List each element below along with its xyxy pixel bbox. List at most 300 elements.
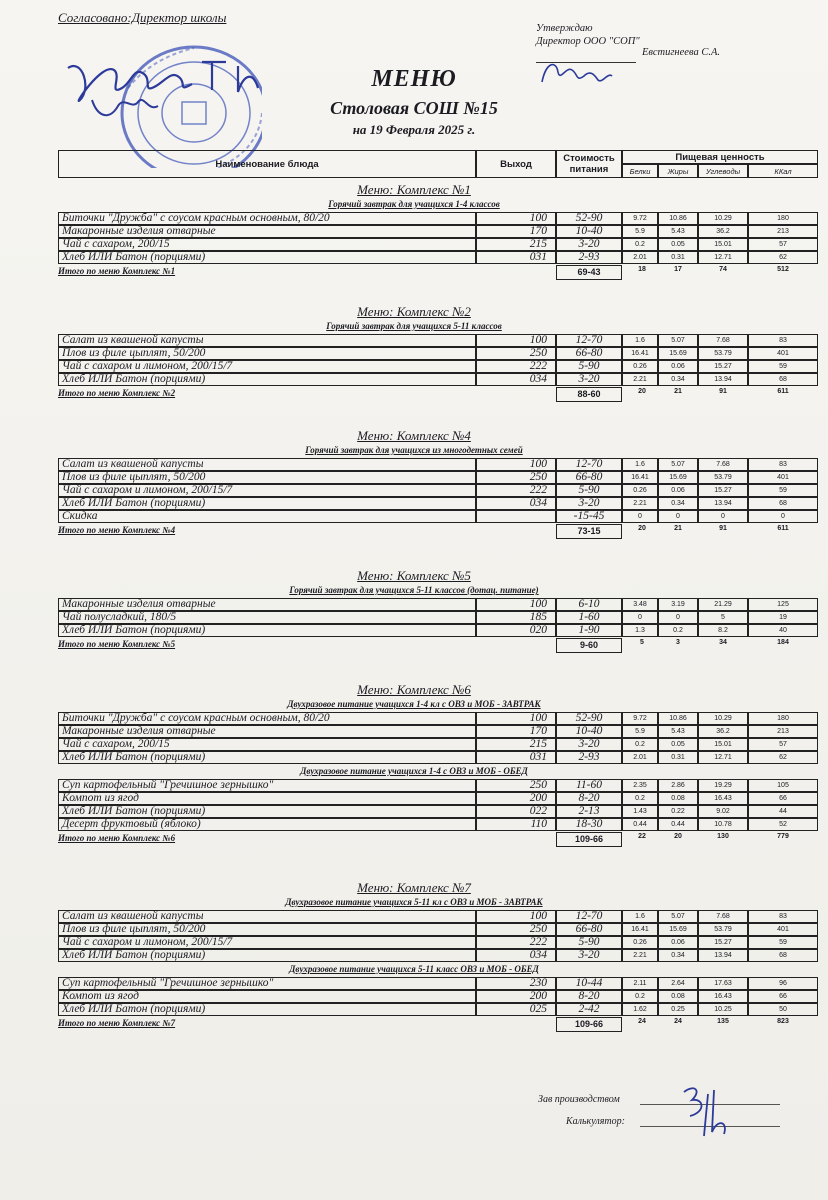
cell-c: 10.29 <box>698 712 748 725</box>
cell-name: Компот из ягод <box>58 792 476 805</box>
total-p: 20 <box>638 388 646 395</box>
total-label: Итого по меню Комплекс №5 <box>58 639 176 649</box>
table-header <box>58 150 818 178</box>
cell-name: Хлеб ИЛИ Батон (порциями) <box>58 497 476 510</box>
cell-out: 222 <box>476 360 556 373</box>
total-f: 3 <box>676 639 680 646</box>
total-k: 184 <box>777 639 789 646</box>
total-c: 91 <box>719 388 727 395</box>
total-label: Итого по меню Комплекс №7 <box>58 1018 176 1028</box>
cell-name: Салат из квашеной капусты <box>58 910 476 923</box>
table-row <box>58 510 818 523</box>
cell-price: 3-20 <box>556 238 622 251</box>
cell-c: 21.29 <box>698 598 748 611</box>
cell-p: 1.3 <box>622 624 658 637</box>
table-row <box>58 624 818 637</box>
total-f: 24 <box>674 1018 682 1025</box>
cell-f: 0.08 <box>658 990 698 1003</box>
section-title: Двухразовое питание учащихся 1-4 с ОВЗ и МОБ - ОБЕД <box>300 766 528 776</box>
cell-f: 5.43 <box>658 725 698 738</box>
cell-price: 18-30 <box>556 818 622 831</box>
cell-price: 12-70 <box>556 334 622 347</box>
total-k: 611 <box>777 388 789 395</box>
cell-p: 0.26 <box>622 360 658 373</box>
cell-out: 110 <box>476 818 556 831</box>
header-kcal: ККал <box>748 164 818 178</box>
cell-name: Чай с сахаром и лимоном, 200/15/7 <box>58 484 476 497</box>
cell-p: 2.21 <box>622 373 658 386</box>
cell-price: 5-90 <box>556 936 622 949</box>
cell-c: 36.2 <box>698 725 748 738</box>
approval-block <box>536 22 640 48</box>
total-f: 21 <box>674 525 682 532</box>
cell-k: 83 <box>748 334 818 347</box>
cell-price: 3-20 <box>556 738 622 751</box>
total-c: 91 <box>719 525 727 532</box>
cell-name: Плов из филе цыплят, 50/200 <box>58 923 476 936</box>
cell-out: 034 <box>476 949 556 962</box>
cell-p: 2.21 <box>622 497 658 510</box>
page-title: МЕНЮ <box>371 66 457 92</box>
cell-p: 5.9 <box>622 725 658 738</box>
cell-f: 0.34 <box>658 497 698 510</box>
section-title: Горячий завтрак для учащихся из многодетных семей <box>305 445 523 455</box>
cell-c: 12.71 <box>698 251 748 264</box>
cell-price: 3-20 <box>556 497 622 510</box>
cell-p: 0.2 <box>622 738 658 751</box>
cell-price: 2-13 <box>556 805 622 818</box>
total-f: 17 <box>674 266 682 273</box>
cell-price: 2-93 <box>556 251 622 264</box>
cell-out: 100 <box>476 212 556 225</box>
table-row <box>58 238 818 251</box>
cell-price: 10-44 <box>556 977 622 990</box>
cell-name: Макаронные изделия отварные <box>58 598 476 611</box>
total-p: 18 <box>638 266 646 273</box>
total-c: 74 <box>719 266 727 273</box>
cell-p: 16.41 <box>622 923 658 936</box>
cell-name: Салат из квашеной капусты <box>58 334 476 347</box>
cell-k: 57 <box>748 738 818 751</box>
menu-date: на 19 Февраля 2025 г. <box>352 122 476 137</box>
cell-k: 68 <box>748 949 818 962</box>
cell-f: 15.69 <box>658 471 698 484</box>
cell-k: 52 <box>748 818 818 831</box>
table-row <box>58 779 818 792</box>
cell-name: Скидка <box>58 510 476 523</box>
cell-k: 44 <box>748 805 818 818</box>
cell-name: Хлеб ИЛИ Батон (порциями) <box>58 949 476 962</box>
total-p: 5 <box>640 639 644 646</box>
table-row <box>58 792 818 805</box>
cell-c: 10.25 <box>698 1003 748 1016</box>
cell-f: 15.69 <box>658 923 698 936</box>
cell-c: 36.2 <box>698 225 748 238</box>
cell-c: 13.94 <box>698 949 748 962</box>
cell-c: 13.94 <box>698 373 748 386</box>
cell-p: 0.26 <box>622 936 658 949</box>
total-price: 88-60 <box>556 387 622 402</box>
cell-f: 0.22 <box>658 805 698 818</box>
approval-director: Директор ООО "СОП" <box>536 36 640 47</box>
table-row <box>58 712 818 725</box>
total-k: 779 <box>777 833 789 840</box>
cell-out: 215 <box>476 238 556 251</box>
cell-f: 0.06 <box>658 360 698 373</box>
complex-title: Меню: Комплекс №1 <box>357 182 471 197</box>
total-label: Итого по меню Комплекс №4 <box>58 525 176 535</box>
cell-name: Плов из филе цыплят, 50/200 <box>58 471 476 484</box>
cell-price: 1-90 <box>556 624 622 637</box>
cell-p: 0.2 <box>622 792 658 805</box>
cell-p: 9.72 <box>622 212 658 225</box>
cell-f: 2.64 <box>658 977 698 990</box>
cell-f: 0.05 <box>658 238 698 251</box>
cell-price: 66-80 <box>556 347 622 360</box>
cell-f: 5.07 <box>658 334 698 347</box>
cell-c: 13.94 <box>698 497 748 510</box>
table-row <box>58 923 818 936</box>
cell-k: 50 <box>748 1003 818 1016</box>
cell-p: 0 <box>622 510 658 523</box>
cell-k: 83 <box>748 458 818 471</box>
table-row <box>58 949 818 962</box>
cell-name: Чай с сахаром, 200/15 <box>58 238 476 251</box>
cell-name: Макаронные изделия отварные <box>58 225 476 238</box>
cell-out: 031 <box>476 251 556 264</box>
table-row <box>58 251 818 264</box>
header-nutrition: Пищевая ценность <box>622 150 818 164</box>
cell-name: Суп картофельный "Гречишное зернышко" <box>58 977 476 990</box>
cell-out: 031 <box>476 751 556 764</box>
cell-c: 53.79 <box>698 923 748 936</box>
cell-f: 0.2 <box>658 624 698 637</box>
cell-out: 100 <box>476 598 556 611</box>
cell-price: 3-20 <box>556 949 622 962</box>
cell-k: 40 <box>748 624 818 637</box>
cell-price: 8-20 <box>556 990 622 1003</box>
cell-c: 16.43 <box>698 792 748 805</box>
cell-p: 1.43 <box>622 805 658 818</box>
cell-name: Десерт фруктовый (яблоко) <box>58 818 476 831</box>
cell-f: 0.44 <box>658 818 698 831</box>
cell-f: 0.31 <box>658 751 698 764</box>
header-fat: Жиры <box>658 164 698 178</box>
footer-calculator: Калькулятор: <box>566 1116 625 1127</box>
cell-name: Салат из квашеной капусты <box>58 458 476 471</box>
cell-k: 59 <box>748 484 818 497</box>
cell-c: 0 <box>698 510 748 523</box>
table-row <box>58 910 818 923</box>
cell-name: Биточки "Дружба" с соусом красным основным, 80/20 <box>58 212 476 225</box>
table-row <box>58 471 818 484</box>
table-row <box>58 725 818 738</box>
header-cost: Стоимость питания <box>556 150 622 178</box>
cell-p: 2.35 <box>622 779 658 792</box>
header-protein: Белки <box>622 164 658 178</box>
total-c: 135 <box>717 1018 729 1025</box>
cell-k: 62 <box>748 751 818 764</box>
cell-price: 12-70 <box>556 458 622 471</box>
section-title: Двухразовое питание учащихся 5-11 класс ОВЗ и МОБ - ОБЕД <box>289 964 539 974</box>
cell-price: 2-93 <box>556 751 622 764</box>
cell-k: 66 <box>748 792 818 805</box>
cell-k: 66 <box>748 990 818 1003</box>
cell-k: 68 <box>748 497 818 510</box>
cell-f: 10.86 <box>658 212 698 225</box>
cell-name: Хлеб ИЛИ Батон (порциями) <box>58 751 476 764</box>
cell-p: 2.11 <box>622 977 658 990</box>
cell-c: 5 <box>698 611 748 624</box>
table-row <box>58 738 818 751</box>
cell-price: 3-20 <box>556 373 622 386</box>
complex-title: Меню: Комплекс №4 <box>357 428 471 443</box>
cell-p: 3.48 <box>622 598 658 611</box>
cell-c: 15.27 <box>698 936 748 949</box>
table-row <box>58 818 818 831</box>
cell-price: 5-90 <box>556 360 622 373</box>
cell-p: 0.26 <box>622 484 658 497</box>
complex-title: Меню: Комплекс №6 <box>357 682 471 697</box>
cell-out: 100 <box>476 910 556 923</box>
cell-k: 213 <box>748 725 818 738</box>
cell-f: 5.07 <box>658 910 698 923</box>
cell-k: 59 <box>748 936 818 949</box>
cell-k: 59 <box>748 360 818 373</box>
cell-price: 8-20 <box>556 792 622 805</box>
cell-p: 0.2 <box>622 990 658 1003</box>
cell-p: 1.6 <box>622 334 658 347</box>
cell-price: 1-60 <box>556 611 622 624</box>
cell-price: 10-40 <box>556 225 622 238</box>
cell-k: 96 <box>748 977 818 990</box>
cell-price: 66-80 <box>556 923 622 936</box>
total-price: 9-60 <box>556 638 622 653</box>
cell-k: 401 <box>748 471 818 484</box>
cell-f: 5.43 <box>658 225 698 238</box>
cell-c: 7.68 <box>698 458 748 471</box>
cell-c: 12.71 <box>698 751 748 764</box>
cell-out: 022 <box>476 805 556 818</box>
table-row <box>58 598 818 611</box>
production-head-signature-icon <box>668 1082 738 1142</box>
cell-f: 0.34 <box>658 949 698 962</box>
cell-c: 53.79 <box>698 347 748 360</box>
cell-name: Плов из филе цыплят, 50/200 <box>58 347 476 360</box>
cell-p: 1.62 <box>622 1003 658 1016</box>
cell-name: Суп картофельный "Гречишное зернышко" <box>58 779 476 792</box>
cell-out: 200 <box>476 990 556 1003</box>
cell-out: 170 <box>476 225 556 238</box>
cell-name: Макаронные изделия отварные <box>58 725 476 738</box>
cell-k: 62 <box>748 251 818 264</box>
cell-k: 213 <box>748 225 818 238</box>
table-row <box>58 977 818 990</box>
table-row <box>58 611 818 624</box>
table-row <box>58 805 818 818</box>
cell-f: 15.69 <box>658 347 698 360</box>
cell-out: 100 <box>476 458 556 471</box>
complex-title: Меню: Комплекс №5 <box>357 568 471 583</box>
canteen-name: Столовая СОШ №15 <box>330 98 498 118</box>
cell-out: 230 <box>476 977 556 990</box>
cell-name: Чай с сахаром и лимоном, 200/15/7 <box>58 936 476 949</box>
cell-out: 034 <box>476 373 556 386</box>
cell-c: 15.27 <box>698 360 748 373</box>
table-row <box>58 990 818 1003</box>
total-f: 20 <box>674 833 682 840</box>
footer-production-head: Зав производством <box>538 1094 620 1105</box>
cell-c: 17.63 <box>698 977 748 990</box>
cell-p: 2.01 <box>622 251 658 264</box>
cell-price: 52-90 <box>556 212 622 225</box>
table-row <box>58 225 818 238</box>
cell-c: 16.43 <box>698 990 748 1003</box>
cell-out: 185 <box>476 611 556 624</box>
total-label: Итого по меню Комплекс №6 <box>58 833 176 843</box>
total-k: 823 <box>777 1018 789 1025</box>
cell-out: 222 <box>476 936 556 949</box>
cell-price: 12-70 <box>556 910 622 923</box>
table-row <box>58 334 818 347</box>
cell-k: 83 <box>748 910 818 923</box>
cell-name: Чай полусладкий, 180/5 <box>58 611 476 624</box>
table-row <box>58 373 818 386</box>
cell-price: 2-42 <box>556 1003 622 1016</box>
cell-out: 222 <box>476 484 556 497</box>
cell-c: 15.01 <box>698 238 748 251</box>
table-row <box>58 347 818 360</box>
cell-price: 11-60 <box>556 779 622 792</box>
cell-p: 2.01 <box>622 751 658 764</box>
cell-price: 52-90 <box>556 712 622 725</box>
cell-f: 10.86 <box>658 712 698 725</box>
cell-p: 0.2 <box>622 238 658 251</box>
cell-out: 170 <box>476 725 556 738</box>
total-c: 34 <box>719 639 727 646</box>
cell-out: 100 <box>476 712 556 725</box>
total-price: 109-66 <box>556 832 622 847</box>
cell-p: 1.6 <box>622 910 658 923</box>
table-row <box>58 484 818 497</box>
total-price: 69-43 <box>556 265 622 280</box>
cell-c: 9.02 <box>698 805 748 818</box>
cell-f: 0.08 <box>658 792 698 805</box>
header-dish: Наименование блюда <box>58 150 476 178</box>
cell-f: 0.31 <box>658 251 698 264</box>
cell-c: 15.01 <box>698 738 748 751</box>
cell-c: 19.29 <box>698 779 748 792</box>
cell-k: 180 <box>748 212 818 225</box>
cell-k: 57 <box>748 238 818 251</box>
section-title: Горячий завтрак для учащихся 1-4 классов <box>328 199 500 209</box>
total-p: 22 <box>638 833 646 840</box>
total-label: Итого по меню Комплекс №2 <box>58 388 176 398</box>
cell-k: 68 <box>748 373 818 386</box>
cell-c: 15.27 <box>698 484 748 497</box>
cell-f: 0.25 <box>658 1003 698 1016</box>
cell-f: 0.05 <box>658 738 698 751</box>
cell-out: 020 <box>476 624 556 637</box>
cell-out: 025 <box>476 1003 556 1016</box>
approval-director-name: Евстигнеева С.А. <box>642 47 720 58</box>
total-p: 20 <box>638 525 646 532</box>
cell-f: 0.06 <box>658 484 698 497</box>
cell-out: 250 <box>476 471 556 484</box>
cell-p: 2.21 <box>622 949 658 962</box>
cell-out: 200 <box>476 792 556 805</box>
section-title: Горячий завтрак для учащихся 5-11 классов (дотац. питание) <box>289 585 539 595</box>
cell-f: 5.07 <box>658 458 698 471</box>
cell-c: 7.68 <box>698 334 748 347</box>
cell-f: 2.86 <box>658 779 698 792</box>
cell-price: 6-10 <box>556 598 622 611</box>
section-title: Двухразовое питание учащихся 1-4 кл с ОВЗ и МОБ - ЗАВТРАК <box>287 699 541 709</box>
total-f: 21 <box>674 388 682 395</box>
header-carbs: Углеводы <box>698 164 748 178</box>
cell-f: 0.34 <box>658 373 698 386</box>
cell-p: 0.44 <box>622 818 658 831</box>
cell-price: -15-45 <box>556 510 622 523</box>
cell-out: 250 <box>476 779 556 792</box>
cell-name: Хлеб ИЛИ Батон (порциями) <box>58 624 476 637</box>
complex-title: Меню: Комплекс №7 <box>357 880 471 895</box>
cell-p: 5.9 <box>622 225 658 238</box>
cell-name: Чай с сахаром, 200/15 <box>58 738 476 751</box>
cell-k: 180 <box>748 712 818 725</box>
table-row <box>58 212 818 225</box>
cell-p: 9.72 <box>622 712 658 725</box>
total-k: 611 <box>777 525 789 532</box>
cell-price: 66-80 <box>556 471 622 484</box>
cell-name: Хлеб ИЛИ Батон (порциями) <box>58 805 476 818</box>
cell-k: 401 <box>748 347 818 360</box>
cell-name: Биточки "Дружба" с соусом красным основным, 80/20 <box>58 712 476 725</box>
cell-name: Хлеб ИЛИ Батон (порциями) <box>58 373 476 386</box>
table-row <box>58 360 818 373</box>
cell-out: 250 <box>476 923 556 936</box>
cell-name: Хлеб ИЛИ Батон (порциями) <box>58 251 476 264</box>
cell-p: 1.6 <box>622 458 658 471</box>
cell-c: 10.29 <box>698 212 748 225</box>
cell-out: 250 <box>476 347 556 360</box>
cell-c: 8.2 <box>698 624 748 637</box>
table-row <box>58 936 818 949</box>
cell-f: 3.19 <box>658 598 698 611</box>
cell-k: 19 <box>748 611 818 624</box>
approval-confirm: Утверждаю <box>536 23 593 34</box>
total-c: 130 <box>717 833 729 840</box>
cell-p: 16.41 <box>622 347 658 360</box>
cell-c: 10.78 <box>698 818 748 831</box>
approval-school-director: Согласовано:Директор школы <box>58 10 227 25</box>
cell-f: 0.06 <box>658 936 698 949</box>
cell-k: 105 <box>748 779 818 792</box>
total-price: 109-66 <box>556 1017 622 1032</box>
total-label: Итого по меню Комплекс №1 <box>58 266 176 276</box>
cell-name: Компот из ягод <box>58 990 476 1003</box>
cell-k: 125 <box>748 598 818 611</box>
cell-f: 0 <box>658 510 698 523</box>
cell-name: Хлеб ИЛИ Батон (порциями) <box>58 1003 476 1016</box>
complex-title: Меню: Комплекс №2 <box>357 304 471 319</box>
cell-c: 53.79 <box>698 471 748 484</box>
section-title: Двухразовое питание учащихся 5-11 кл с ОВЗ и МОБ - ЗАВТРАК <box>285 897 543 907</box>
cell-out: 034 <box>476 497 556 510</box>
cell-out <box>476 510 556 523</box>
total-price: 73-15 <box>556 524 622 539</box>
cell-k: 401 <box>748 923 818 936</box>
